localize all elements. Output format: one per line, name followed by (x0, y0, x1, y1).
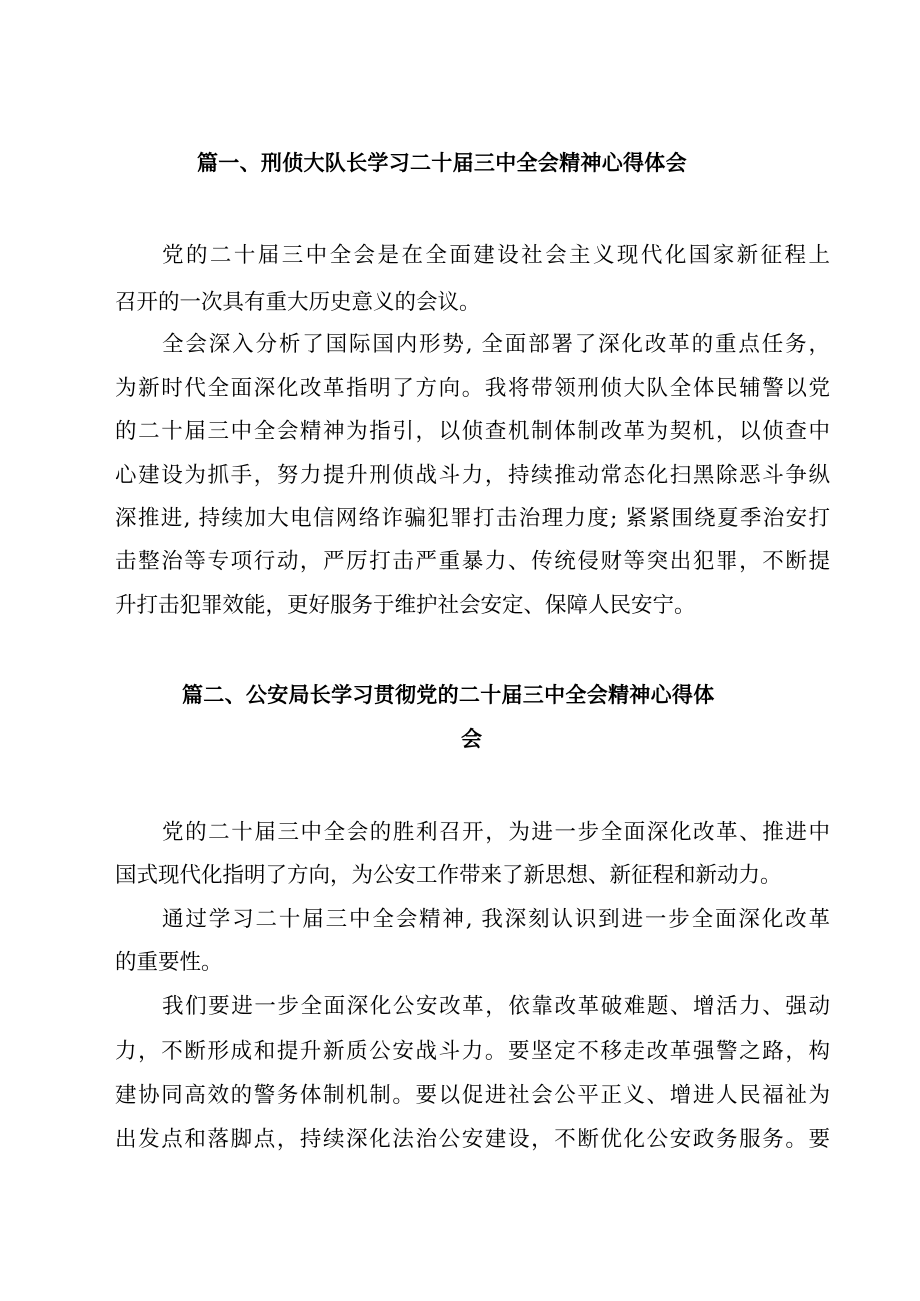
section-1-paragraph-1-line-1: 党的二十届三中全会是在全面建设社会主义现代化国家新征程上 (162, 243, 830, 268)
section-2-paragraph-2-line-1: 通过学习二十届三中全会精神, 我深刻认识到进一步全面深化改革 (162, 907, 830, 932)
section-1-paragraph-2-line-3: 的二十届三中全会精神为指引，以侦查机制体制改革为契机，以侦查中 (115, 419, 830, 444)
section-2-paragraph-1-line-1: 党的二十届三中全会的胜利召开，为进一步全面深化改革、推进中 (162, 820, 830, 845)
section-1-paragraph-2-line-2: 为新时代全面深化改革指明了方向。我将带领刑侦大队全体民辅警以党 (115, 376, 830, 401)
section-1-title: 篇一、刑侦大队长学习二十届三中全会精神心得体会 (197, 150, 687, 175)
section-1-paragraph-2-line-5: 深推进, 持续加大电信网络诈骗犯罪打击治理力度; 紧紧围绕夏季治安打 (115, 506, 830, 531)
section-1-paragraph-2-line-7: 升打击犯罪效能，更好服务于维护社会安定、保障人民安宁。 (115, 593, 696, 618)
section-1-paragraph-1-line-2: 召开的一次具有重大历史意义的会议。 (115, 290, 481, 315)
section-2-title-line-2: 会 (461, 726, 483, 751)
section-2-title-line-1: 篇二、公安局长学习贯彻党的二十届三中全会精神心得体 (182, 682, 715, 707)
section-2-paragraph-3-line-3: 建协同高效的警务体制机制。要以促进社会公平正义、增进人民福祉为 (115, 1083, 830, 1108)
section-2-paragraph-1-line-2: 国式现代化指明了方向，为公安工作带来了新思想、新征程和新动力。 (115, 863, 782, 888)
section-2-paragraph-3-line-2: 力，不断形成和提升新质公安战斗力。要坚定不移走改革强警之路，构 (115, 1039, 830, 1064)
section-1-paragraph-2-line-6: 击整治等专项行动，严厉打击严重暴力、传统侵财等突出犯罪，不断提 (115, 549, 830, 574)
section-2-paragraph-3-line-4: 出发点和落脚点，持续深化法治公安建设，不断优化公安政务服务。要 (115, 1127, 830, 1152)
section-1-paragraph-2-line-4: 心建设为抓手，努力提升刑侦战斗力，持续推动常态化扫黑除恶斗争纵 (115, 463, 830, 488)
section-2-paragraph-2-line-2: 的重要性。 (115, 950, 223, 975)
section-1-paragraph-2-line-1: 全会深入分析了国际国内形势, 全面部署了深化改革的重点任务， (162, 332, 830, 357)
section-2-paragraph-3-line-1: 我们要进一步全面深化公安改革，依靠改革破难题、增活力、强动 (162, 994, 830, 1019)
